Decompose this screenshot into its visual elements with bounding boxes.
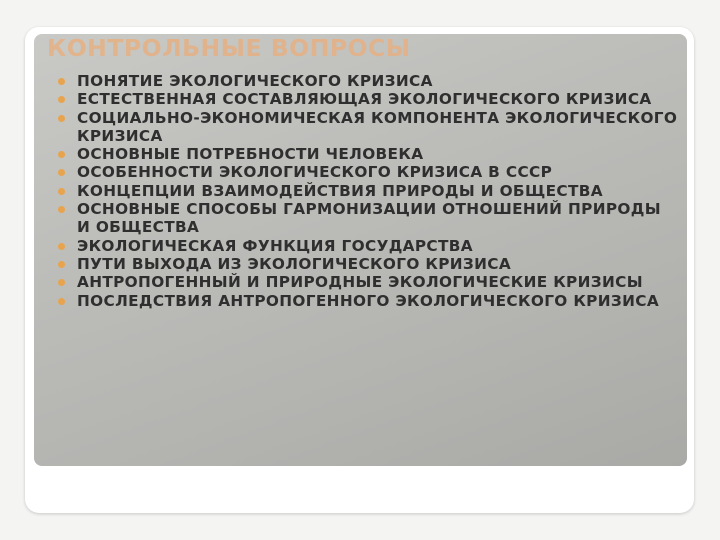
list-item	[58, 72, 678, 90]
bullet-dot-icon	[58, 188, 65, 195]
list-item-text: АНТРОПОГЕННЫЙ И ПРИРОДНЫЕ ЭКОЛОГИЧЕСКИЕ КРИЗИСЫ	[77, 273, 643, 292]
bullet-dot-icon	[58, 206, 65, 213]
list-item	[58, 255, 678, 273]
list-item-text: ПОНЯТИЕ ЭКОЛОГИЧЕСКОГО КРИЗИСА	[77, 72, 433, 90]
list-item-text: СОЦИАЛЬНО-ЭКОНОМИЧЕСКАЯ КОМПОНЕНТА ЭКОЛОГИЧЕСКОГО КРИЗИСА	[77, 108, 678, 145]
list-item-text: ПУТИ ВЫХОДА ИЗ ЭКОЛОГИЧЕСКОГО КРИЗИСА	[77, 254, 512, 273]
list-item-text: ЭКОЛОГИЧЕСКАЯ ФУНКЦИЯ ГОСУДАРСТВА	[77, 236, 473, 255]
list-item-text: ОСНОВНЫЕ ПОТРЕБНОСТИ ЧЕЛОВЕКА	[77, 145, 424, 164]
bullet-dot-icon	[58, 78, 65, 85]
list-item-text: ПОСЛЕДСТВИЯ АНТРОПОГЕННОГО ЭКОЛОГИЧЕСКОГО КРИЗИСА	[77, 291, 660, 310]
bullet-dot-icon	[58, 298, 65, 305]
list-item	[58, 90, 678, 108]
list-item	[58, 200, 678, 237]
list-item	[58, 237, 678, 255]
list-item	[58, 163, 678, 181]
bullet-list	[58, 72, 678, 310]
slide-title: КОНТРОЛЬНЫЕ ВОПРОСЫ	[47, 34, 411, 62]
bullet-dot-icon	[58, 279, 65, 286]
bullet-dot-icon	[58, 169, 65, 176]
bullet-dot-icon	[58, 261, 65, 268]
list-item-text: ЕСТЕСТВЕННАЯ СОСТАВЛЯЮЩАЯ ЭКОЛОГИЧЕСКОГО КРИЗИСА	[77, 90, 652, 109]
bullet-dot-icon	[58, 115, 65, 122]
list-item	[58, 273, 678, 291]
list-item-text: КОНЦЕПЦИИ ВЗАИМОДЕЙСТВИЯ ПРИРОДЫ И ОБЩЕСТВА	[77, 181, 603, 200]
bullet-dot-icon	[58, 96, 65, 103]
list-item	[58, 109, 678, 146]
list-item-text: ОСНОВНЫЕ СПОСОБЫ ГАРМОНИЗАЦИИ ОТНОШЕНИЙ ПРИРОДЫ И ОБЩЕСТВА	[77, 200, 661, 237]
list-item-text: ОСОБЕННОСТИ ЭКОЛОГИЧЕСКОГО КРИЗИСА В СССР	[77, 163, 553, 182]
bullet-dot-icon	[58, 151, 65, 158]
list-item	[58, 145, 678, 163]
list-item	[58, 182, 678, 200]
bullet-dot-icon	[58, 243, 65, 250]
list-item	[58, 292, 678, 310]
